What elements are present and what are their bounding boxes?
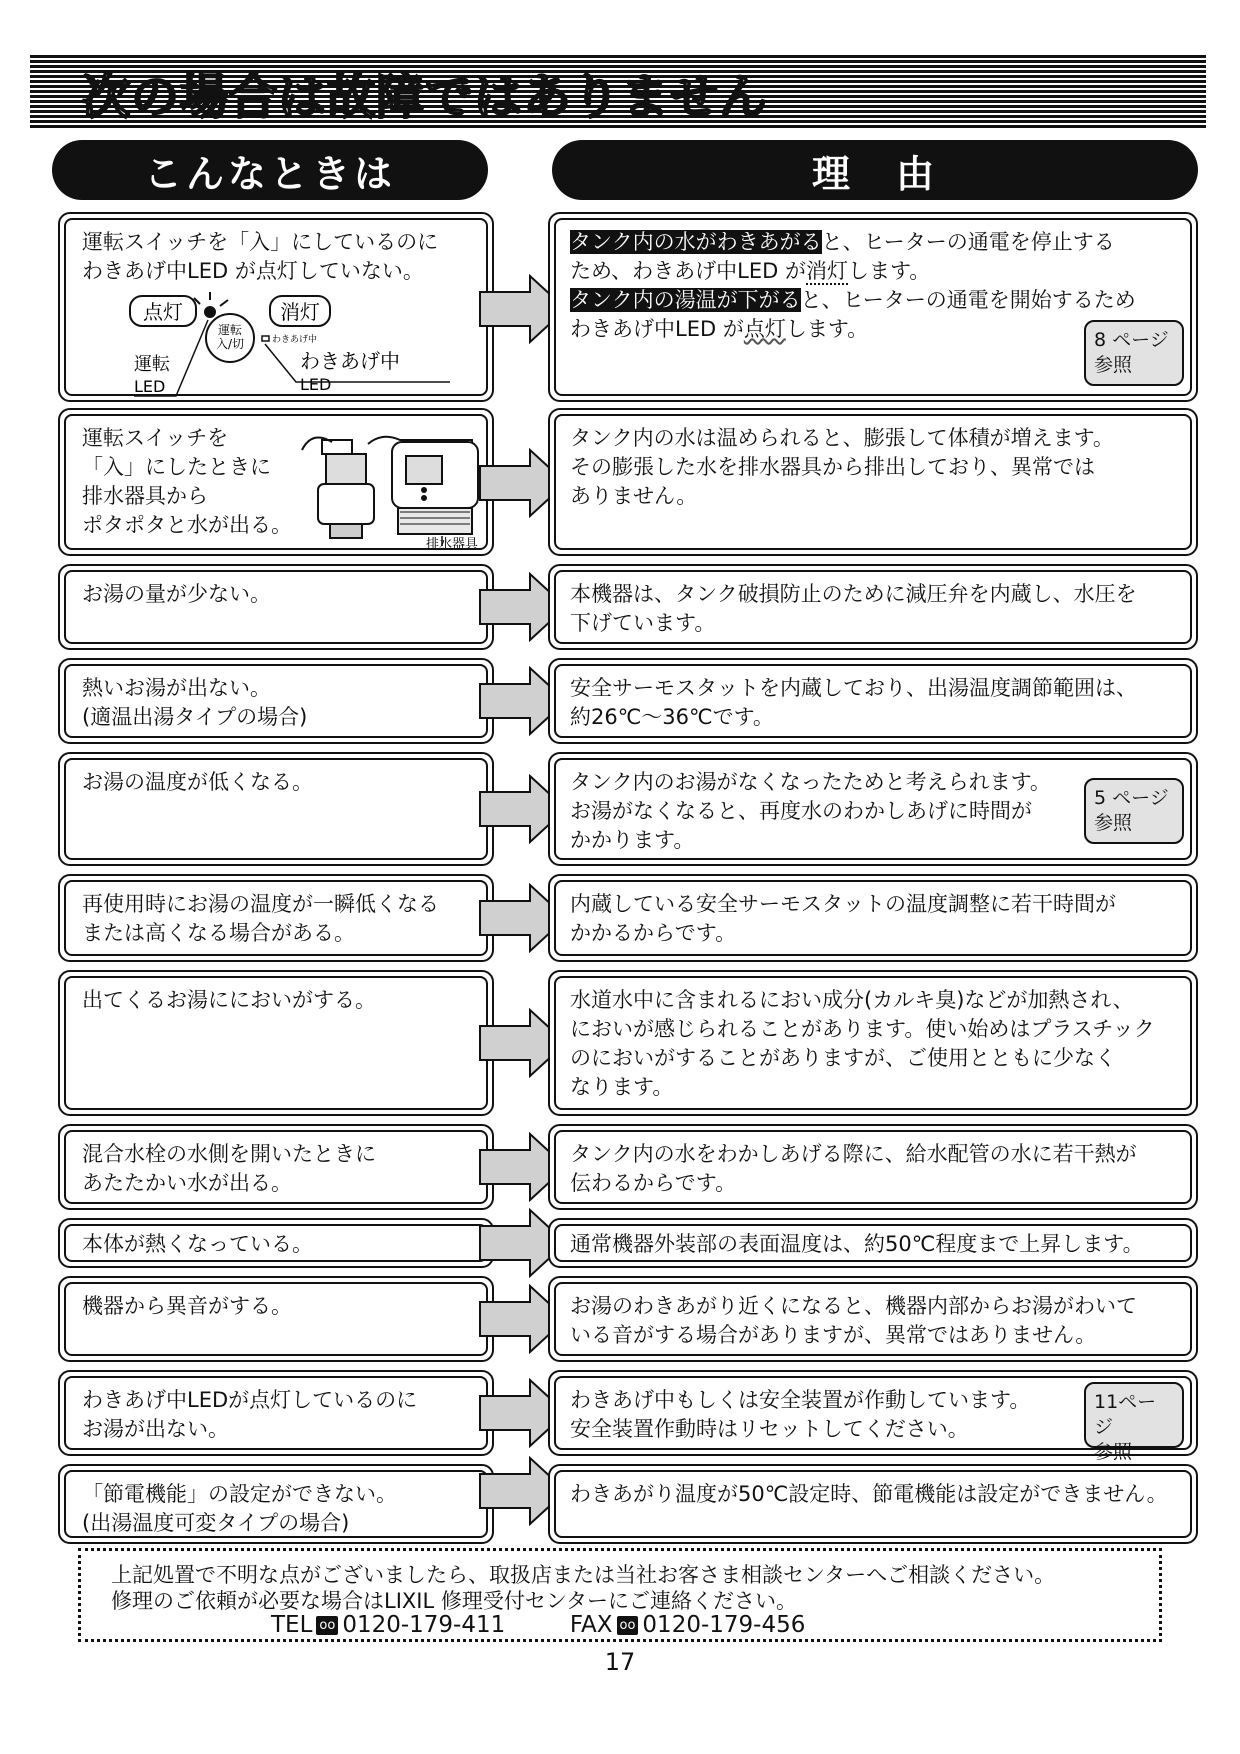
run-led-label-1: 運転 [134,354,170,375]
table-row [58,970,1198,1116]
symptom-text: 「節電機能」の設定ができない。 (出湯温度可変タイプの場合) [82,1482,397,1535]
symptom-box [58,1464,494,1544]
reason-text: 通常機器外装部の表面温度は、約50℃程度まで上昇します。 [570,1232,1144,1256]
symptom-text: 混合水栓の水側を開いたときに あたたかい水が出る。 [82,1142,376,1195]
symptom-box [58,752,494,866]
highlight-text: タンク内の水がわきあがる [570,230,822,254]
table-row [58,1370,1198,1463]
reason-box [548,752,1198,866]
reason-box [548,1124,1198,1210]
page-reference: 11ページ 参照 [1084,1382,1184,1448]
symptom-box [58,970,494,1116]
small-wakiage-label: わきあげ中 [272,335,318,345]
tel-label: TEL [271,1612,313,1638]
reason-text: 安全サーモスタットを内蔵しており、出湯温度調節範囲は、 約26℃～36℃です。 [570,676,1137,729]
table-row [58,1464,1198,1544]
off-label: 消灯 [280,300,320,324]
page-reference: 8 ページ 参照 [1084,320,1184,386]
contact-numbers [271,1612,805,1638]
reason-text: タンク内のお湯がなくなったためと考えられます。 お湯がなくなると、再度水のわかしあげに時間が かかります。 [570,770,1051,852]
reason-box [548,408,1198,556]
symptom-text: 再使用時にお湯の温度が一瞬低くなる または高くなる場合がある。 [82,892,439,945]
tel-number: 0120-179-411 [342,1612,506,1638]
led-off-icon [262,336,269,341]
switch-label-2: 入/切 [215,337,245,351]
reason-text: 水道水中に含まれるにおい成分(カルキ臭)などが加熱され、 においが感じられることがあります。使い始めはプラスチック のにおいがすることがありますが、ご使用とともに少なく なります。 [570,988,1155,1099]
switch-label-1: 運転 [217,323,243,337]
reason-text: わきあげ中もしくは安全装置が作動しています。 安全装置作動時はリセットしてください。 [570,1388,1031,1441]
reason-text: 本機器は、タンク破損防止のために減圧弁を内蔵し、水圧を 下げています。 [570,582,1137,635]
table-row [58,212,1198,402]
table-row [58,408,1198,556]
symptom-box [58,408,494,556]
table-row [58,1218,1198,1268]
symptom-text: 運転スイッチを 「入」にしたときに 排水器具から ポタポタと水が出る。 [82,426,292,537]
reason-box [548,1464,1198,1544]
free-dial-icon: oo [316,1616,338,1635]
symptom-text: 機器から異音がする。 [82,1294,292,1318]
table-row [58,564,1198,650]
reason-box [548,1218,1198,1268]
notice-line-2: 修理のご依頼が必要な場合はLIXIL 修理受付センターにご連絡ください。 [111,1589,798,1613]
contact-notice [78,1548,1162,1642]
reason-text: 内蔵している安全サーモスタットの温度調整に若干時間が かかるからです。 [570,892,1116,945]
symptom-text: わきあげ中LEDが点灯しているのに お湯が出ない。 [82,1388,418,1441]
fax-label: FAX [569,1612,613,1638]
led-diagram [120,288,460,398]
reason-text: わきあがり温度が50℃設定時、節電機能は設定ができません。 [570,1482,1168,1506]
reason-box [548,212,1198,402]
wakiage-led-label-1: わきあげ中 [300,349,400,373]
lit-label: 点灯 [143,300,183,324]
reason-text: タンク内の水をわかしあげる際に、給水配管の水に若干熱が 伝わるからです。 [570,1142,1137,1195]
run-led-label-2: LED [134,377,166,396]
page-title: 次の場合は故障ではありません [82,69,769,125]
led-lit-icon [204,306,216,318]
fax-number: 0120-179-456 [642,1612,806,1638]
symptom-box [58,658,494,744]
symptom-text: お湯の温度が低くなる。 [82,770,313,794]
page-reference: 5 ページ 参照 [1084,778,1184,844]
reason-box [548,1276,1198,1362]
symptom-box [58,1370,494,1456]
symptom-text: 運転スイッチを「入」にしているのに わきあげ中LED が点灯していない。 [82,230,439,283]
symptom-text: 本体が熱くなっている。 [82,1232,313,1256]
drain-fixture-label: 排水器具 [425,537,479,550]
free-dial-icon: oo [617,1616,639,1635]
reason-box [548,564,1198,650]
symptom-box [58,564,494,650]
drain-fixture-illustration [282,420,488,550]
section-title-bar [30,54,1206,128]
header-reason: 理 由 [552,140,1198,200]
reason-text: お湯のわきあがり近くになると、機器内部からお湯がわいて いる音がする場合がありますが、異常ではありません。 [570,1294,1137,1347]
reason-box [548,874,1198,962]
table-row [58,752,1198,866]
notice-line-1: 上記処置で不明な点がございましたら、取扱店または当社お客さま相談センターへご相談ください。 [111,1563,1056,1587]
symptom-box [58,1218,494,1268]
table-row [58,1124,1198,1210]
reason-box [548,1370,1198,1463]
reason-text: タンク内の水がわきあがると、ヒーターの通電を停止する ため、わきあげ中LED が消灯します。 タンク内の湯温が下がると、ヒーターの通電を開始するため わきあげ中LED が点灯します。 [570,230,1136,341]
reason-box [548,970,1198,1116]
highlight-text: タンク内の湯温が下がる [570,288,801,312]
symptom-box [58,874,494,962]
table-row [58,1276,1198,1362]
symptom-box [58,212,494,402]
wakiage-led-label-2: LED [300,375,332,394]
table-row [58,658,1198,744]
symptom-box [58,1124,494,1210]
reason-text: タンク内の水は温められると、膨張して体積が増えます。 その膨張した水を排水器具から排出しており、異常では ありません。 [570,426,1114,508]
page-number: 17 [604,1648,636,1676]
header-symptom: こんなときは [52,140,488,200]
table-row [58,874,1198,962]
symptom-box [58,1276,494,1362]
reason-box [548,658,1198,744]
symptom-text: 熱いお湯が出ない。 (適温出湯タイプの場合) [82,676,308,729]
symptom-text: お湯の量が少ない。 [82,582,271,606]
symptom-text: 出てくるお湯ににおいがする。 [82,988,376,1012]
